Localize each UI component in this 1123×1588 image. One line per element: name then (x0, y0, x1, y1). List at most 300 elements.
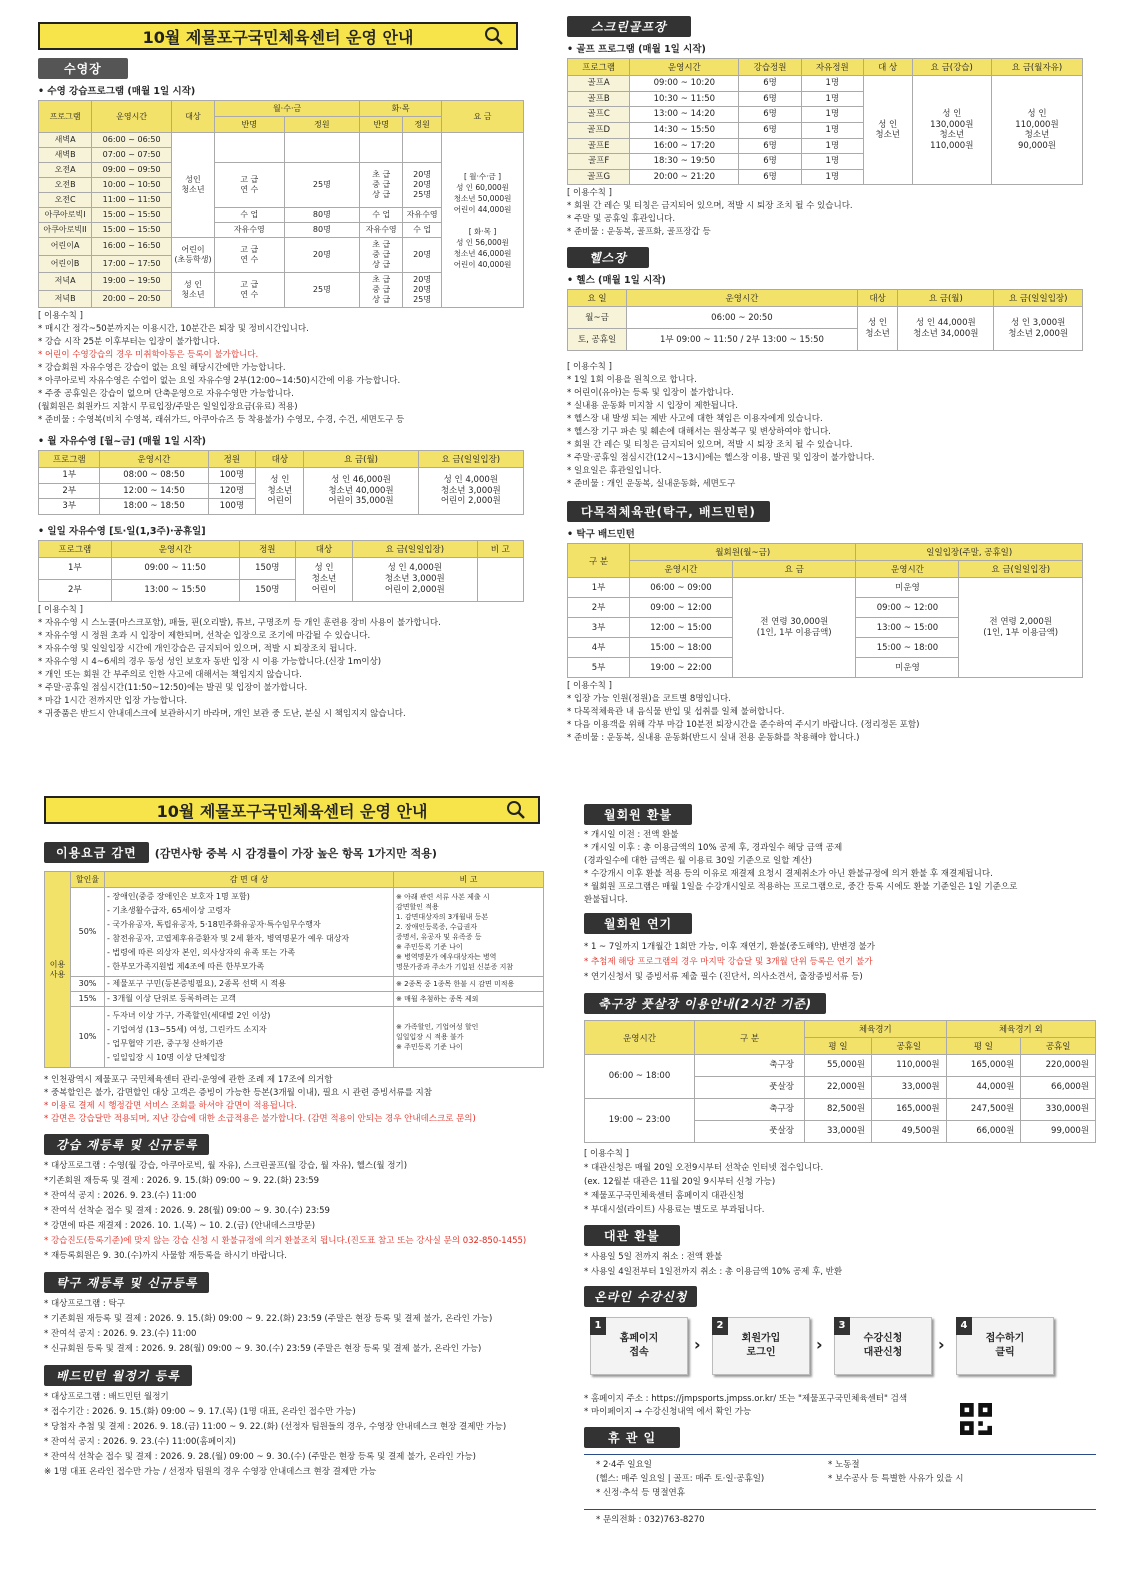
note-line: * 아쿠아로빅 자유수영은 수업이 없는 요일 자유수영 2부(12:00~14:50)시간에 이용 가능합니다. (38, 376, 401, 386)
cap-cell: 120명 (208, 483, 256, 499)
step-box (956, 1317, 1054, 1375)
note-line: * 1일 1회 이용을 원칙으로 합니다. (567, 375, 697, 386)
bottom-left-column (44, 842, 544, 1480)
fee-cell: 성 인 4,000원 청소년 3,000원 어린이 2,000원 (352, 557, 477, 601)
closed-box (584, 1454, 1096, 1510)
col-header: 요 금(일일입장) (994, 290, 1083, 307)
fee-cell: 성 인 4,000원 청소년 3,000원 어린이 2,000원 (418, 468, 523, 515)
note-line: * 잔여석 선착순 접수 및 결제 : 2026. 9. 28(월) 09:00 ~ 9. 30.(수) 23:59 (44, 1206, 330, 1216)
top-banner: 10월 제물포구국민체육센터 운영 안내 (38, 22, 518, 50)
time-cell: 16:00 ~ 16:50 (92, 238, 172, 256)
fee-cell: 110,000원 (871, 1055, 946, 1077)
field-table: 운영시간 구 분 체육경기 체육경기 외 평 일 공휴일 평 일 공휴일 06:00 ~ 18:00 축구장 55,000원 110,000원 165,000원 220,000원 풋살장 22,000원 33,000원 44,000원 66,000원 19:00 ~ 23:00 축구장 82,500원 165,000원 247,500원 330,000원 풋살장 33,000원 49,500원 66,000원 99,000원 (584, 1020, 1096, 1143)
table-row (585, 1055, 1096, 1077)
level-cell: 초 급 중 급 상 급 (360, 163, 403, 208)
program-cell: 아쿠아로빅II (39, 223, 92, 238)
note-line: * 다음 이용객을 위해 각부 마감 10분전 퇴장시간을 준수하여 주시기 바랍니다. (정리정돈 포함) (567, 720, 920, 731)
cap-cell: 100명 (208, 499, 256, 515)
note-line: * 홈페이지 주소 : https://jmpsports.jmpss.or.kr/ 또는 "제물포구국민체육센터" 검색 (584, 1394, 908, 1404)
col-header: 운영시간 (100, 451, 208, 468)
note-line: * 월회원 프로그램은 매월 1일을 수강개시일로 적용하는 프로그램으로, 중간 등록 시에도 환불 기준일은 1일 기준으로 (584, 882, 1018, 892)
note-line: [ 이용수칙 ] (38, 311, 83, 321)
note-line: * 인천광역시 제물포구 국민체육센터 관리·운영에 관한 조례 제 17조에 의거함 (44, 1075, 333, 1085)
step-box (834, 1317, 932, 1375)
note-line: 환불됩니다. (584, 895, 628, 905)
fee-cell: 220,000원 (1021, 1055, 1096, 1077)
section-title-ext: 월회원 연기 (584, 913, 692, 934)
time-cell: 15:00 ~ 18:00 (856, 638, 959, 658)
note-line: * 준비물 : 운동복, 실내용 운동화(반드시 실내 전용 운동화를 착용해야 합니다.) (567, 733, 860, 744)
section-title-refund: 월회원 환불 (584, 804, 692, 825)
fee-cell: 성 인 3,000원 청소년 2,000원 (994, 307, 1083, 351)
note-line: * 준비물 : 수영복(비치 수영복, 래쉬가드, 아쿠아슈즈 등 착용불가) 수영모, 수경, 수건, 세면도구 등 (38, 415, 405, 425)
level-cell (360, 133, 403, 163)
col-header: 대 상 (863, 59, 912, 76)
rental-items (584, 1250, 1096, 1280)
note-line: * 강습진도(등록기준)에 맞지 않는 강습 신청 시 환불규정에 의거 환불조치 됩니다.(진도표 참고 또는 강사실 문의 032-850-1455) (44, 1236, 527, 1246)
note-line: * 기존회원 재등록 및 결제 : 2026. 9. 15.(화) 09:00 ~ 9. 22.(화) 23:59 (주말은 현장 등록 및 결제 불가, 온라인 가능) (44, 1314, 493, 1324)
cap-cell: 100명 (208, 468, 256, 484)
fee-cell: 55,000원 (805, 1055, 872, 1077)
cap-cell: 6명 (739, 169, 801, 185)
time-cell: 08:00 ~ 08:50 (100, 468, 208, 484)
online-steps (584, 1313, 1096, 1391)
note-line: * 어린이 수영강습의 경우 미취학아동은 등록이 불가합니다. (38, 350, 259, 360)
day-cell: 월~금 (568, 307, 627, 329)
cap-cell: 80명 (284, 208, 360, 223)
time-cell: 15:00 ~ 15:50 (92, 223, 172, 238)
col-header: 대상 (256, 451, 304, 468)
step-label: 홈페이지 접속 (619, 1333, 659, 1358)
section-title-closed: 휴 관 일 (584, 1427, 680, 1448)
div-cell: 2부 (568, 598, 630, 618)
col-header: 요 금(월) (898, 290, 994, 307)
col-header: 요 금(강습) (912, 59, 991, 76)
cap-cell: 1명 (801, 154, 863, 170)
level-cell (214, 133, 284, 163)
program-cell: 오전B (39, 178, 92, 193)
col-header: 운영시간 (111, 540, 239, 557)
time-cell: 06:00 ~ 18:00 (585, 1055, 695, 1099)
note-line: [ 이용수칙 ] (567, 188, 612, 199)
remark-cell (477, 557, 523, 601)
note-line: * 추첨제 해당 프로그램의 경우 마지막 강습달 및 3개월 단위 등록은 연기 불가 (584, 957, 873, 967)
time-cell: 15:00 ~ 15:50 (92, 208, 172, 223)
section-title-discount: 이용요금 감면 (44, 842, 149, 863)
level-cell: 초 급 중 급 상 급 (360, 238, 403, 273)
fee-cell: [ 월·수·금 ] 성 인 60,000원 청소년 50,000원 어린이 44,000원 [ 화·목 ] 성 인 56,000원 청소년 46,000원 어린이 40,000원 (442, 133, 524, 308)
div-cell: 5부 (568, 658, 630, 678)
fee-cell: 성 인 44,000원 청소년 34,000원 (898, 307, 994, 351)
cap-cell: 6명 (739, 91, 801, 107)
free-swim-subtitle: • 월 자유수영 [월~금] (매월 1일 시작) (38, 433, 524, 447)
closed-line-2: (헬스: 매주 일요일 | 골프: 매주 토·일·공휴일) (596, 1474, 765, 1484)
note-line: * 접수기간 : 2026. 9. 15.(화) 09:00 ~ 9. 17.(목) (1명 대표, 온라인 접수만 가능) (44, 1407, 356, 1417)
program-cell: 어린이B (39, 255, 92, 273)
note-line: * 헬스장 내 발생 되는 제반 사고에 대한 책임은 이용자에게 있습니다. (567, 414, 823, 425)
day-cell: 토, 공휴일 (568, 329, 627, 351)
col-header: 운영시간 (630, 59, 739, 76)
target-cell: 성 인 청소년 어린이 (296, 557, 353, 601)
right-top-column (567, 16, 1083, 745)
div-cell: 3부 (568, 618, 630, 638)
cap-cell: 6명 (739, 122, 801, 138)
note-line: * 마이페이지 → 수강신청내역 에서 확인 가능 (584, 1407, 752, 1417)
program-cell: 저녁A (39, 273, 92, 291)
note-line: * 주중 공휴일은 강습이 없으며 단축운영으로 자유수영만 가능합니다. (38, 389, 294, 399)
note-line: * 사용일 5일 전까지 취소 : 전액 환불 (584, 1252, 723, 1262)
step-label: 회원가입 로그인 (741, 1333, 781, 1358)
program-cell: 골프A (568, 76, 630, 92)
col-header: 정원 (239, 540, 296, 557)
note-line: * 준비물 : 개인 운동복, 실내운동화, 세면도구 (567, 479, 736, 490)
time-cell: 07:00 ~ 07:50 (92, 148, 172, 163)
time-cell: 06:00 ~ 20:50 (627, 307, 858, 329)
col-header: 프로그램 (568, 59, 630, 76)
program-cell: 새벽A (39, 133, 92, 148)
section-title-rental: 대관 환불 (584, 1225, 680, 1246)
col-header: 요 금(월자유) (991, 59, 1082, 76)
level-cell: 고 급 연 수 (214, 163, 284, 208)
note-line: * 사용일 4일전부터 1일전까지 취소 : 총 이용금액 10% 공제 후, 반환 (584, 1267, 843, 1277)
closed-right-1: * 노동절 (828, 1460, 860, 1470)
note-line: * 잔여석 공지 : 2026. 9. 23.(수) 11:00 (44, 1329, 197, 1339)
note-line: * 마감 1시간 전까지만 입장 가능합니다. (38, 695, 188, 706)
time-cell: 10:00 ~ 10:50 (92, 178, 172, 193)
bd-items (44, 1390, 544, 1480)
div-cell: 4부 (568, 638, 630, 658)
table-row (568, 578, 1083, 598)
section-title-reg: 강습 재등록 및 신규등록 (44, 1134, 209, 1155)
cap-cell: 6명 (739, 76, 801, 92)
time-cell: 09:00 ~ 12:00 (856, 598, 959, 618)
fee-cell: 전 연령 2,000원 (1인, 1부 이용금액) (959, 578, 1083, 678)
multi-table: 구 분 월회원(월~금) 일일입장(주말, 공휴일) 운영시간 요 금 운영시간 요 금(일일입장) 1부 06:00 ~ 09:00 전 연령 30,000원 (1인, 1부 이용금액) 미운영 전 연령 2,000원 (1인, 1부 이용금액) 2부 09:00 ~ 12:00 09:00 ~ 12:00 3부 12:00 ~ 15:00 13:00 ~ 15:00 4부 15:00 ~ 18:00 15:00 ~ 18:00 5부 19:00 ~ 22:00 미운영 (567, 543, 1083, 678)
time-cell: 13:00 ~ 15:00 (856, 618, 959, 638)
table-row (585, 1099, 1096, 1121)
time-cell: 09:00 ~ 11:50 (111, 557, 239, 579)
level-cell: 자유수영 (214, 223, 284, 238)
time-cell: 15:00 ~ 18:00 (630, 638, 733, 658)
program-cell: 2부 (39, 579, 112, 601)
note-line: * 잔여석 선착순 접수 및 결제 : 2026. 9. 28.(월) 09:00 ~ 9. 30.(수) (주말은 현장 등록 및 결제 불가, 온라인 가능) (44, 1452, 476, 1462)
chevron-right-icon: › (694, 1335, 701, 1354)
note-line: * 중복할인은 불가, 감면할인 대상 고객은 증빙이 가능한 등본(3개월 이내), 필요 시 관련 증빙서류를 지참 (44, 1088, 432, 1098)
note-line: * 대상프로그램 : 배드민턴 월정기 (44, 1392, 169, 1402)
cap-cell: 80명 (284, 223, 360, 238)
discount-footnotes (44, 1074, 544, 1126)
swim-lesson-table: 프로그램 운영시간 대상 월·수·금 화·목 요 금 반명 정원 반명 정원 새벽A 06:00 ~ 06:50 성인 청소년 [ 월·수·금 ] 성 인 60,000원 청소년 50,000원 어린이 44,000원 [ 화·목 ] 성 인 56,000원 청소년 46,000원 어린이 40,000원 새벽B 07:00 ~ 07:50 오전A 09:00 ~ 09:50 고 급 연 수 25명 초 급 중 급 상 급 20명 20명 25명 오전B 10:00 ~ 10:50 오전C 11:00 ~ 11:50 아쿠아로빅I 15:00 ~ 15:50 수 업 80명 수 업 자유수영 아쿠아로빅II 15:00 ~ 15:50 자유수영 80명 자유수영 수 업 어린이A 16:00 ~ 16:50 어린이 (초등학생) 고 급 연 수 20명 초 급 중 급 상 급 20명 어린이B 17:00 ~ 17:50 저녁A 19:00 ~ 19:50 성 인 청소년 고 급 연 수 25명 초 급 중 급 상 급 20명 20명 25명 저녁B 20:00 ~ 20:50 (38, 100, 524, 308)
section-title-golf: 스크린골프장 (567, 16, 691, 37)
col-header: 정원 (208, 451, 256, 468)
table-row (568, 76, 1083, 92)
note-line: * 개인 또는 회원 간 부주의로 인한 사고에 대해서는 책임지지 않습니다. (38, 669, 302, 680)
target-cell: 어린이 (초등학생) (172, 238, 215, 273)
note-line: * 주말 및 공휴일 휴관입니다. (567, 214, 676, 225)
cap-cell: 1명 (801, 122, 863, 138)
fee-cell: 66,000원 (946, 1121, 1021, 1143)
step-box (712, 1317, 810, 1375)
time-cell: 18:30 ~ 19:50 (630, 154, 739, 170)
note-line: * 개시일 이후 : 총 이용금액의 10% 공제 후, 경과일수 해당 금액 공제 (584, 843, 843, 853)
note-line: * 대관신청은 매월 20일 오전9시부터 선착순 인터넷 접수입니다. (584, 1163, 824, 1173)
fee-cell: 165,000원 (871, 1099, 946, 1121)
col-header: 운영시간 (627, 290, 858, 307)
time-cell: 19:00 ~ 22:00 (630, 658, 733, 678)
step-number: 1 (590, 1317, 606, 1335)
note-line: [ 이용수칙 ] (38, 604, 83, 615)
fee-cell: 66,000원 (1021, 1077, 1096, 1099)
table-row (39, 133, 524, 148)
fee-cell: 성 인 46,000원 청소년 40,000원 어린이 35,000원 (304, 468, 418, 515)
note-line: * 대상프로그램 : 탁구 (44, 1299, 125, 1309)
time-cell: 10:30 ~ 11:50 (630, 91, 739, 107)
level-cell: 자유수영 (360, 223, 403, 238)
golf-subtitle: • 골프 프로그램 (매월 1일 시작) (567, 41, 1083, 55)
note-line: * 주말·공휴일 점심시간(12시~13시)에는 헬스장 이용, 발권 및 입장이 불가합니다. (567, 453, 875, 464)
div-cell: 풋살장 (695, 1077, 805, 1099)
note-line: * 회원 간 레슨 및 티칭은 금지되어 있으며, 적발 시 퇴장 조치 될 수 있습니다. (567, 201, 853, 212)
note-line: * 어린이(유아)는 등록 및 입장이 불가합니다. (567, 388, 734, 399)
note-line: * 잔여석 공지 : 2026. 9. 23.(수) 11:00 (44, 1191, 197, 1201)
note-line: [ 이용수칙 ] (584, 1149, 629, 1159)
level-cell: 수 업 (360, 208, 403, 223)
bottom-right-column (584, 804, 1096, 1527)
program-cell: 아쿠아로빅I (39, 208, 92, 223)
target-cell: 성 인 청소년 (857, 307, 897, 351)
section-title-swim: 수영장 (38, 58, 128, 79)
search-icon (484, 26, 504, 46)
field-notes (584, 1147, 1096, 1217)
section-title-field: 축구장 풋살장 이용안내(2시간 기준) (584, 993, 826, 1014)
reg-items (44, 1159, 544, 1264)
section-title-bd: 배드민턴 월정기 등록 (44, 1365, 192, 1386)
col-header: 대상 (857, 290, 897, 307)
note-line: * 자유수영 시 정원 초과 시 입장이 제한되며, 선착순 입장으로 조기에 마감될 수 있습니다. (38, 630, 371, 641)
note-line: * 다목적체육관 내 음식물 반입 및 섭취를 일체 불허합니다. (567, 707, 785, 718)
note-line: * 연기신청서 및 증빙서류 제출 필수 (진단서, 의사소견서, 출장증빙서류 등) (584, 972, 863, 982)
step-label: 수강신청 대관신청 (863, 1333, 903, 1358)
golf-notes (567, 187, 1083, 239)
program-cell: 1부 (39, 468, 100, 484)
time-cell: 19:00 ~ 23:00 (585, 1099, 695, 1143)
note-line: * 신규회원 등록 및 결제 : 2026. 9. 28(월) 09:00 ~ 9. 30.(수) 23:59 (주말은 현장 등록 및 결제 불가, 온라인 가능) (44, 1344, 482, 1354)
cap-cell: 25명 (284, 273, 360, 308)
swim-section (38, 58, 524, 721)
cap-cell (403, 133, 442, 163)
program-cell: 3부 (39, 499, 100, 515)
fee-cell: 성 인 130,000원 청소년 110,000원 (912, 76, 991, 185)
note-line: (ex. 12월분 대관은 11월 20일 9시부터 신청 가능) (584, 1177, 776, 1187)
time-cell: 1부 09:00 ~ 11:50 / 2부 13:00 ~ 15:50 (627, 329, 858, 351)
time-cell: 19:00 ~ 19:50 (92, 273, 172, 291)
cap-cell: 자유수영 (403, 208, 442, 223)
fee-cell: 22,000원 (805, 1077, 872, 1099)
note-line: * 부대시설(라이트) 사용료는 별도로 부과됩니다. (584, 1205, 765, 1215)
cap-cell: 20명 (284, 238, 360, 273)
fee-cell: 44,000원 (946, 1077, 1021, 1099)
fee-cell: 82,500원 (805, 1099, 872, 1121)
note-line: (월회원은 회원카드 지참시 무료입장/주말은 일일입장요금(유료) 적용) (38, 402, 298, 412)
program-cell: 새벽B (39, 148, 92, 163)
note-line: * 재등록회원은 9. 30.(수)까지 사물함 재등록을 하시기 바랍니다. (44, 1251, 287, 1261)
cap-cell: 1명 (801, 169, 863, 185)
ext-items (584, 940, 1096, 985)
discount-note: (감면사항 중복 시 감경률이 가장 높은 항목 1가지만 적용) (154, 846, 437, 860)
daily-swim-notes (38, 604, 524, 721)
note-line: * 주말·공휴일 점심시간(11:50~12:50)에는 발권 및 입장이 불가합니다. (38, 682, 308, 693)
level-cell: 고 급 연 수 (214, 273, 284, 308)
chevron-right-icon: › (816, 1335, 823, 1354)
div-cell: 풋살장 (695, 1121, 805, 1143)
col-header: 대상 (296, 540, 353, 557)
cap-cell (284, 133, 360, 163)
time-cell: 06:00 ~ 09:00 (630, 578, 733, 598)
swim-subtitle: • 수영 강습프로그램 (매월 1일 시작) (38, 83, 524, 97)
cap-cell: 1명 (801, 107, 863, 123)
program-cell: 오전A (39, 163, 92, 178)
multi-notes (567, 680, 1083, 745)
target-cell: 성인 청소년 (172, 133, 215, 238)
cap-cell: 1명 (801, 76, 863, 92)
program-cell: 골프G (568, 169, 630, 185)
table-row (39, 557, 524, 579)
note-line: * 대상프로그램 : 수영(월 강습, 아쿠아로빅, 월 자유), 스크린골프(월 강습, 월 자유), 헬스(월 정기) (44, 1161, 408, 1171)
tt-items (44, 1297, 544, 1357)
time-cell: 09:00 ~ 09:50 (92, 163, 172, 178)
note-line: * 일요일은 휴관일입니다. (567, 466, 662, 477)
search-icon (506, 800, 526, 820)
note-line: * 감면은 강습달만 적용되며, 지난 강습에 대한 소급적용은 불가합니다. (감면 적용이 안되는 경우 안내데스크로 문의) (44, 1114, 476, 1124)
div-cell: 축구장 (695, 1099, 805, 1121)
step-box (590, 1317, 688, 1375)
health-subtitle: • 헬스 (매월 1일 시작) (567, 272, 1083, 286)
time-cell: 미운영 (856, 658, 959, 678)
time-cell: 17:00 ~ 17:50 (92, 255, 172, 273)
note-line: * 입장 가능 인원(정원)을 코트별 8명입니다. (567, 694, 731, 705)
cap-cell: 6명 (739, 138, 801, 154)
cap-cell: 25명 (284, 163, 360, 208)
note-line: * 수강개시 이후 환불 적용 등의 이유로 재결제 요청시 결제취소가 아닌 환불규정에 의거 환불 후 재결제됩니다. (584, 869, 993, 879)
fee-cell: 247,500원 (946, 1099, 1021, 1121)
cap-cell: 150명 (239, 557, 296, 579)
note-line: ※ 1명 대표 온라인 접수만 가능 / 선정자 팀원의 경우 수영장 안내데스크 현장 결제만 가능 (44, 1467, 377, 1477)
program-cell: 골프F (568, 154, 630, 170)
time-cell: 12:00 ~ 15:00 (630, 618, 733, 638)
time-cell: 09:00 ~ 10:20 (630, 76, 739, 92)
note-line: * 자유수영 시 스노쿨(마스크포함), 패들, 핀(오리발), 튜브, 구명조끼 등 개인 훈련용 장비 사용이 불가합니다. (38, 617, 441, 628)
col-header: 요 금(월) (304, 451, 418, 468)
fee-cell: 49,500원 (871, 1121, 946, 1143)
note-line: * 당첨자 추첨 및 결제 : 2026. 9. 18.(금) 11:00 ~ 9. 22.(화) (선정자 팀원들의 경우, 수영장 안내데스크 현장 결제만 가능) (44, 1422, 507, 1432)
section-title-multi: 다목적체육관(탁구, 배드민턴) (567, 501, 770, 522)
time-cell: 13:00 ~ 15:50 (111, 579, 239, 601)
program-cell: 저녁B (39, 290, 92, 308)
note-line: * 개시일 이전 : 전액 환불 (584, 830, 679, 840)
time-cell: 14:30 ~ 15:50 (630, 122, 739, 138)
time-cell: 13:00 ~ 14:20 (630, 107, 739, 123)
step-number: 3 (834, 1317, 850, 1335)
closed-line-3: * 신정·추석 등 명절연휴 (596, 1488, 685, 1498)
chevron-right-icon: › (938, 1335, 945, 1354)
cap-cell: 20명 20명 25명 (403, 163, 442, 208)
note-line: * 제물포구국민체육센터 홈페이지 대관신청 (584, 1191, 745, 1201)
col-header: 자유정원 (801, 59, 863, 76)
cap-cell: 6명 (739, 107, 801, 123)
time-cell: 11:00 ~ 11:50 (92, 193, 172, 208)
cap-cell: 1명 (801, 91, 863, 107)
program-cell: 1부 (39, 557, 112, 579)
time-cell: 09:00 ~ 12:00 (630, 598, 733, 618)
note-line: * 회원 간 레슨 및 티칭은 금지되어 있으며, 적발 시 퇴장 조치 될 수 있습니다. (567, 440, 853, 451)
level-cell: 고 급 연 수 (214, 238, 284, 273)
contact-phone: * 문의전화 : 032)763-8270 (596, 1515, 705, 1525)
table-row (568, 307, 1083, 329)
program-cell: 골프B (568, 91, 630, 107)
program-cell: 골프C (568, 107, 630, 123)
cap-cell: 20명 20명 25명 (403, 273, 442, 308)
note-line: * 잔여석 공지 : 2026. 9. 23.(수) 11:00(홈페이지) (44, 1437, 236, 1447)
cap-cell: 6명 (739, 154, 801, 170)
level-cell: 수 업 (214, 208, 284, 223)
health-table (567, 289, 1083, 351)
note-line: * 강습회원 자유수영은 강습이 없는 요일 해당시간에만 가능합니다. (38, 363, 286, 373)
section-title-tt: 탁구 재등록 및 신규등록 (44, 1272, 209, 1293)
refund-items (584, 829, 1096, 907)
note-line: * 준비물 : 운동복, 골프화, 골프장갑 등 (567, 227, 711, 238)
fee-cell: 33,000원 (871, 1077, 946, 1099)
program-cell: 골프E (568, 138, 630, 154)
time-cell: 16:00 ~ 17:20 (630, 138, 739, 154)
fee-cell: 165,000원 (946, 1055, 1021, 1077)
fee-cell: 99,000원 (1021, 1121, 1096, 1143)
note-line: * 1 ~ 7일까지 1개월간 1회만 가능, 이후 재연기, 환불(중도해약), 반변경 불가 (584, 942, 875, 952)
col-header: 강습정원 (739, 59, 801, 76)
note-line: * 헬스장 기구 파손 및 훼손에 대해서는 원상복구 및 변상하여야 합니다. (567, 427, 831, 438)
time-cell: 미운영 (856, 578, 959, 598)
col-header: 요 금(일일입장) (352, 540, 477, 557)
closed-line-1: * 2·4주 일요일 (596, 1460, 653, 1470)
col-header: 요 금(일일입장) (418, 451, 523, 468)
golf-table (567, 58, 1083, 185)
col-header: 프로그램 (39, 451, 100, 468)
cap-cell: 150명 (239, 579, 296, 601)
note-line: (경과일수에 대한 금액은 월 이용료 30일 기준으로 일할 계산) (584, 856, 812, 866)
fee-cell: 전 연령 30,000원 (1인, 1부 이용금액) (732, 578, 856, 678)
fee-cell: 33,000원 (805, 1121, 872, 1143)
closed-right-2: * 보수공사 등 특별한 사유가 있을 시 (828, 1474, 964, 1484)
program-cell: 2부 (39, 483, 100, 499)
step-label: 접수하기 클릭 (985, 1333, 1025, 1358)
section-title-online: 온라인 수강신청 (584, 1286, 697, 1307)
qr-code-icon (960, 1403, 992, 1435)
program-cell: 어린이A (39, 238, 92, 256)
note-line: * 강습 시작 25분 이후부터는 입장이 불가합니다. (38, 337, 220, 347)
time-cell: 20:00 ~ 21:20 (630, 169, 739, 185)
daily-swim-subtitle: • 일일 자유수영 [토·일(1,3주)·공휴일] (38, 523, 524, 537)
note-line: * 이용료 결제 시 행정감면 서비스 조회를 하셔야 감면이 적용됩니다. (44, 1101, 297, 1111)
program-cell: 골프D (568, 122, 630, 138)
fee-cell: 성 인 110,000원 청소년 90,000원 (991, 76, 1082, 185)
step-number: 2 (712, 1317, 728, 1335)
bottom-banner: 10월 제물포구국민체육센터 운영 안내 (44, 796, 540, 824)
step-number: 4 (956, 1317, 972, 1335)
level-cell: 초 급 중 급 상 급 (360, 273, 403, 308)
time-cell: 12:00 ~ 14:50 (100, 483, 208, 499)
online-notes (584, 1393, 1096, 1419)
time-cell: 06:00 ~ 06:50 (92, 133, 172, 148)
note-line: * 실내용 운동화 미지참 시 입장이 제한됩니다. (567, 401, 738, 412)
